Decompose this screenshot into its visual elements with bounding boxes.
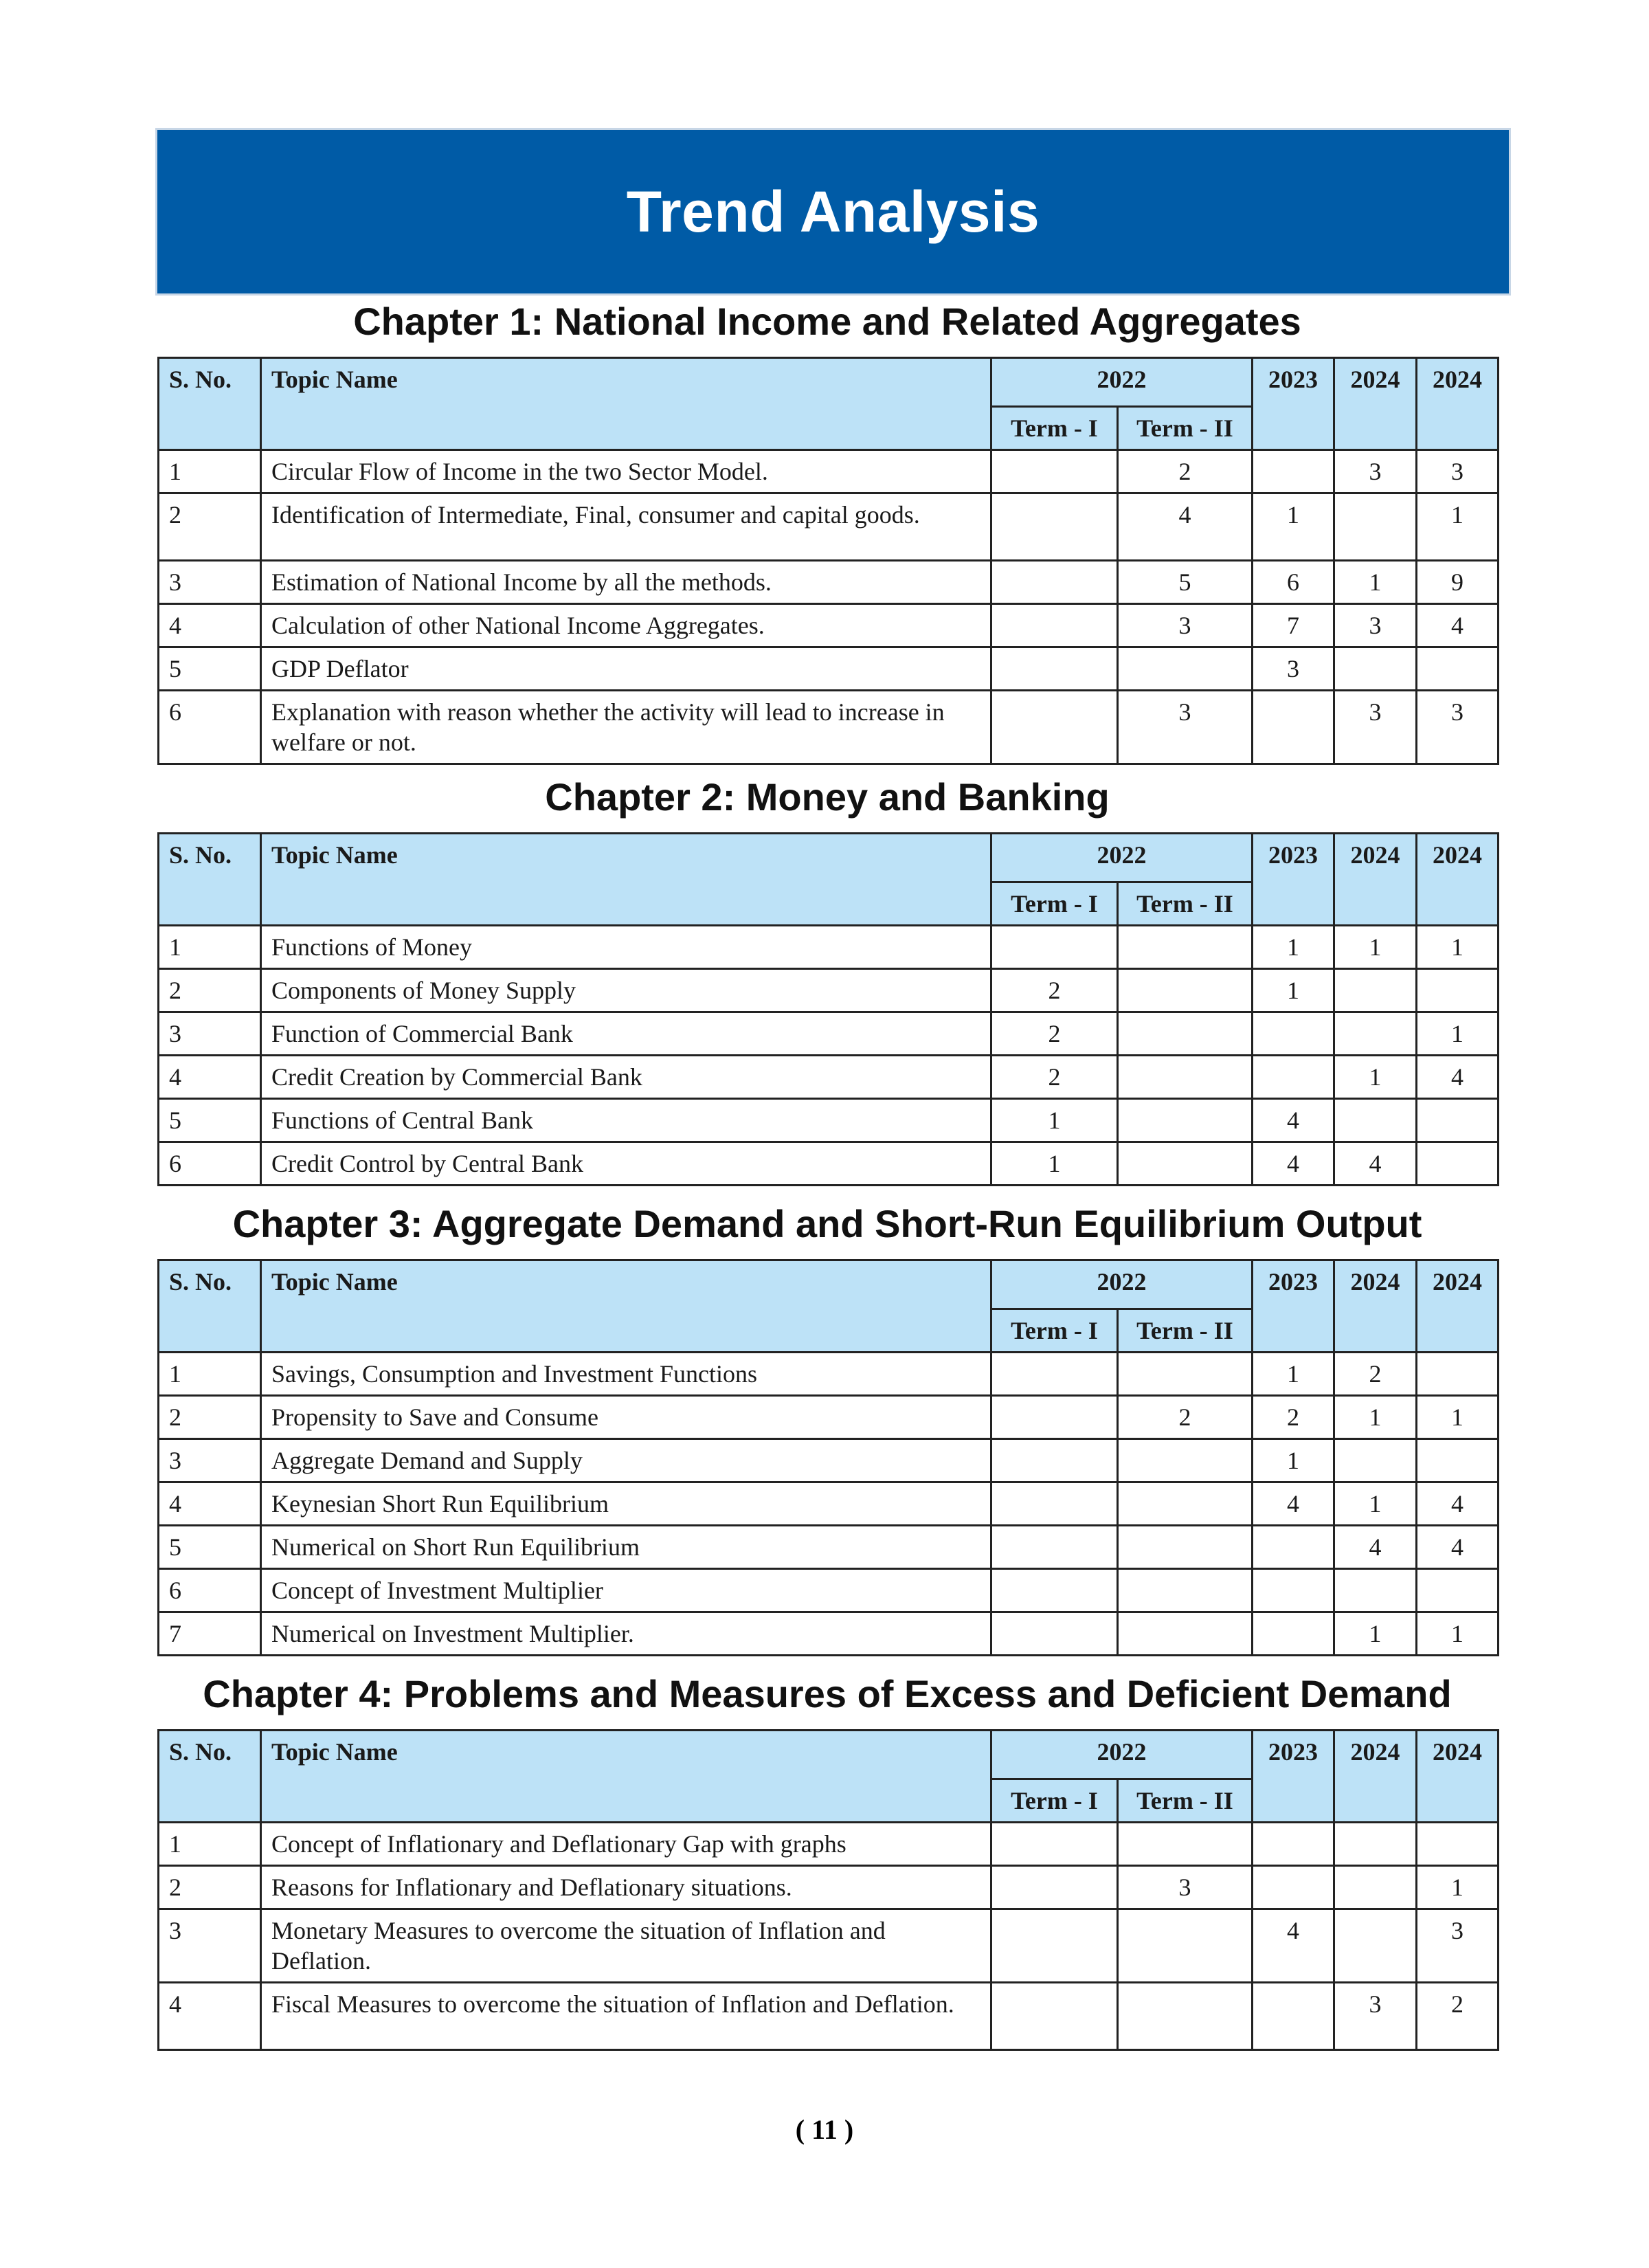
row-number: 4 <box>159 1482 261 1526</box>
header-term-1: Term - I <box>991 882 1118 926</box>
topic-name: Concept of Inflationary and Deflationary Gap with graphs <box>261 1823 991 1866</box>
cell-y2023: 4 <box>1253 1482 1334 1526</box>
cell-y2024b: 9 <box>1417 561 1499 604</box>
header-year-2022: 2022 <box>991 1731 1253 1779</box>
cell-y2023 <box>1253 691 1334 764</box>
row-number: 5 <box>159 1526 261 1569</box>
cell-y2024b: 4 <box>1417 604 1499 647</box>
row-number: 4 <box>159 1983 261 2050</box>
cell-y2024a <box>1334 1439 1417 1482</box>
row-number: 2 <box>159 1866 261 1909</box>
table-row <box>159 1612 1499 1656</box>
cell-term2 <box>1118 969 1253 1012</box>
cell-y2023: 4 <box>1253 1099 1334 1142</box>
cell-y2024b: 1 <box>1417 1396 1499 1439</box>
header-term-2: Term - II <box>1118 882 1253 926</box>
cell-term1 <box>991 691 1118 764</box>
cell-y2023: 1 <box>1253 926 1334 969</box>
cell-y2024b: 1 <box>1417 1612 1499 1656</box>
cell-y2023: 1 <box>1253 493 1334 561</box>
header-term-2: Term - II <box>1118 407 1253 450</box>
cell-term1 <box>991 647 1118 691</box>
cell-term2 <box>1118 1909 1253 1983</box>
chapter-title: Chapter 2: Money and Banking <box>545 775 1110 819</box>
table-row <box>159 647 1499 691</box>
cell-term1 <box>991 1396 1118 1439</box>
topic-name: Credit Creation by Commercial Bank <box>261 1056 991 1099</box>
cell-term1: 2 <box>991 1056 1118 1099</box>
table-row <box>159 1439 1499 1482</box>
cell-term1 <box>991 926 1118 969</box>
row-number: 4 <box>159 1056 261 1099</box>
table-row <box>159 1482 1499 1526</box>
cell-term1 <box>991 1569 1118 1612</box>
header-topic-name: Topic Name <box>261 1260 991 1353</box>
row-number: 2 <box>159 493 261 561</box>
cell-term2 <box>1118 1099 1253 1142</box>
cell-term2: 5 <box>1118 561 1253 604</box>
table-row <box>159 1142 1499 1186</box>
cell-y2024a: 3 <box>1334 450 1417 493</box>
chapter-title: Chapter 4: Problems and Measures of Excess and Deficient Demand <box>203 1672 1452 1715</box>
cell-y2023: 7 <box>1253 604 1334 647</box>
cell-y2023 <box>1253 1012 1334 1056</box>
page-number: ( 11 ) <box>795 2114 854 2145</box>
cell-y2024a <box>1334 1569 1417 1612</box>
header-sno: S. No. <box>159 1260 261 1353</box>
row-number: 3 <box>159 561 261 604</box>
header-year-2024: 2024 <box>1417 1260 1499 1353</box>
cell-y2024b: 3 <box>1417 1909 1499 1983</box>
cell-y2024b: 1 <box>1417 1866 1499 1909</box>
cell-term1 <box>991 1983 1118 2050</box>
cell-y2024a: 1 <box>1334 1612 1417 1656</box>
header-year-2022: 2022 <box>991 1260 1253 1309</box>
topic-name: Circular Flow of Income in the two Sector Model. <box>261 450 991 493</box>
cell-term1 <box>991 604 1118 647</box>
header-sno: S. No. <box>159 1731 261 1823</box>
cell-y2024a: 1 <box>1334 926 1417 969</box>
cell-term1 <box>991 1482 1118 1526</box>
row-number: 6 <box>159 691 261 764</box>
cell-y2024b <box>1417 1353 1499 1396</box>
topic-name: Function of Commercial Bank <box>261 1012 991 1056</box>
cell-term2: 4 <box>1118 493 1253 561</box>
header-year-2022: 2022 <box>991 358 1253 407</box>
header-year-2024: 2024 <box>1417 834 1499 926</box>
cell-term1 <box>991 450 1118 493</box>
cell-term1: 2 <box>991 969 1118 1012</box>
cell-term2 <box>1118 647 1253 691</box>
cell-y2023 <box>1253 1983 1334 2050</box>
topic-name: Savings, Consumption and Investment Functions <box>261 1353 991 1396</box>
topic-name: Functions of Money <box>261 926 991 969</box>
row-number: 3 <box>159 1439 261 1482</box>
row-number: 3 <box>159 1012 261 1056</box>
cell-y2023: 4 <box>1253 1909 1334 1983</box>
cell-term1: 2 <box>991 1012 1118 1056</box>
table-row <box>159 1099 1499 1142</box>
cell-y2023 <box>1253 1056 1334 1099</box>
page-title: Trend Analysis <box>626 179 1040 244</box>
cell-term2 <box>1118 1012 1253 1056</box>
header-year-2024: 2024 <box>1334 1260 1417 1353</box>
cell-y2024a: 3 <box>1334 1983 1417 2050</box>
topic-name: Reasons for Inflationary and Deflationary situations. <box>261 1866 991 1909</box>
cell-y2023: 1 <box>1253 969 1334 1012</box>
cell-y2024b: 1 <box>1417 1012 1499 1056</box>
cell-term1 <box>991 1823 1118 1866</box>
cell-y2024b: 3 <box>1417 691 1499 764</box>
cell-y2024a: 1 <box>1334 1396 1417 1439</box>
row-number: 1 <box>159 1823 261 1866</box>
table-row <box>159 691 1499 764</box>
row-number: 5 <box>159 1099 261 1142</box>
cell-y2024b: 4 <box>1417 1056 1499 1099</box>
cell-y2023 <box>1253 450 1334 493</box>
row-number: 2 <box>159 1396 261 1439</box>
cell-y2024a <box>1334 1823 1417 1866</box>
cell-y2024b: 4 <box>1417 1526 1499 1569</box>
header-topic-name: Topic Name <box>261 1731 991 1823</box>
cell-term1: 1 <box>991 1142 1118 1186</box>
cell-y2024a <box>1334 1099 1417 1142</box>
header-year-2024: 2024 <box>1334 1731 1417 1823</box>
topic-name: Fiscal Measures to overcome the situation of Inflation and Deflation. <box>261 1983 991 2050</box>
chapter-title: Chapter 3: Aggregate Demand and Short-Run Equilibrium Output <box>232 1202 1422 1245</box>
topic-name: Components of Money Supply <box>261 969 991 1012</box>
header-term-1: Term - I <box>991 1309 1118 1353</box>
topic-name: Numerical on Investment Multiplier. <box>261 1612 991 1656</box>
row-number: 4 <box>159 604 261 647</box>
topic-name: GDP Deflator <box>261 647 991 691</box>
row-number: 1 <box>159 450 261 493</box>
topic-name: Keynesian Short Run Equilibrium <box>261 1482 991 1526</box>
header-term-2: Term - II <box>1118 1779 1253 1823</box>
cell-term2 <box>1118 1482 1253 1526</box>
trend-table <box>157 1259 1499 1656</box>
cell-y2023 <box>1253 1866 1334 1909</box>
table-row <box>159 1983 1499 2050</box>
cell-y2024b <box>1417 1823 1499 1866</box>
cell-term1 <box>991 1526 1118 1569</box>
cell-y2024a <box>1334 647 1417 691</box>
cell-y2024a: 1 <box>1334 1482 1417 1526</box>
header-year-2024: 2024 <box>1417 1731 1499 1823</box>
cell-y2023: 4 <box>1253 1142 1334 1186</box>
row-number: 1 <box>159 926 261 969</box>
row-number: 7 <box>159 1612 261 1656</box>
row-number: 1 <box>159 1353 261 1396</box>
table-row <box>159 604 1499 647</box>
topic-name: Explanation with reason whether the activity will lead to increase in welfare or not. <box>261 691 991 764</box>
cell-term1 <box>991 1612 1118 1656</box>
table-row <box>159 450 1499 493</box>
header-sno: S. No. <box>159 834 261 926</box>
table-row <box>159 1866 1499 1909</box>
header-term-1: Term - I <box>991 407 1118 450</box>
row-number: 6 <box>159 1569 261 1612</box>
header-year-2024: 2024 <box>1334 834 1417 926</box>
topic-name: Monetary Measures to overcome the situation of Inflation and Deflation. <box>261 1909 991 1983</box>
table-row <box>159 969 1499 1012</box>
header-sno: S. No. <box>159 358 261 450</box>
topic-name: Identification of Intermediate, Final, consumer and capital goods. <box>261 493 991 561</box>
header-year-2023: 2023 <box>1253 1260 1334 1353</box>
table-row <box>159 1056 1499 1099</box>
cell-term1 <box>991 1866 1118 1909</box>
header-term-2: Term - II <box>1118 1309 1253 1353</box>
topic-name: Propensity to Save and Consume <box>261 1396 991 1439</box>
table-row <box>159 561 1499 604</box>
header-year-2024: 2024 <box>1417 358 1499 450</box>
topic-name: Numerical on Short Run Equilibrium <box>261 1526 991 1569</box>
header-year-2023: 2023 <box>1253 1731 1334 1823</box>
cell-y2024a <box>1334 1866 1417 1909</box>
table-row <box>159 493 1499 561</box>
cell-term2 <box>1118 1983 1253 2050</box>
cell-y2024b: 2 <box>1417 1983 1499 2050</box>
cell-y2024b <box>1417 647 1499 691</box>
table-row <box>159 926 1499 969</box>
cell-y2024b: 1 <box>1417 926 1499 969</box>
header-year-2023: 2023 <box>1253 358 1334 450</box>
cell-y2023 <box>1253 1569 1334 1612</box>
cell-term2: 3 <box>1118 604 1253 647</box>
cell-y2024a: 4 <box>1334 1142 1417 1186</box>
cell-y2024b <box>1417 1569 1499 1612</box>
cell-y2023: 6 <box>1253 561 1334 604</box>
cell-term2 <box>1118 1142 1253 1186</box>
topic-name: Aggregate Demand and Supply <box>261 1439 991 1482</box>
topic-name: Calculation of other National Income Aggregates. <box>261 604 991 647</box>
table-row <box>159 1396 1499 1439</box>
cell-term2 <box>1118 1056 1253 1099</box>
header-term-1: Term - I <box>991 1779 1118 1823</box>
cell-y2024a <box>1334 493 1417 561</box>
header-year-2024: 2024 <box>1334 358 1417 450</box>
cell-term1 <box>991 1439 1118 1482</box>
cell-y2024a <box>1334 1909 1417 1983</box>
cell-y2023: 1 <box>1253 1353 1334 1396</box>
page-banner <box>157 130 1509 293</box>
topic-name: Credit Control by Central Bank <box>261 1142 991 1186</box>
cell-y2024a: 3 <box>1334 691 1417 764</box>
cell-term1 <box>991 493 1118 561</box>
topic-name: Functions of Central Bank <box>261 1099 991 1142</box>
chapter-title: Chapter 1: National Income and Related Aggregates <box>353 300 1301 343</box>
cell-y2024a: 4 <box>1334 1526 1417 1569</box>
header-topic-name: Topic Name <box>261 834 991 926</box>
cell-term2 <box>1118 1439 1253 1482</box>
cell-y2024b: 1 <box>1417 493 1499 561</box>
cell-term2 <box>1118 1526 1253 1569</box>
header-year-2023: 2023 <box>1253 834 1334 926</box>
cell-term1 <box>991 1909 1118 1983</box>
cell-term2: 2 <box>1118 1396 1253 1439</box>
cell-y2023: 3 <box>1253 647 1334 691</box>
table-row <box>159 1526 1499 1569</box>
cell-y2024a: 1 <box>1334 1056 1417 1099</box>
cell-y2024b <box>1417 969 1499 1012</box>
cell-y2023 <box>1253 1526 1334 1569</box>
row-number: 3 <box>159 1909 261 1983</box>
trend-table <box>157 357 1499 765</box>
cell-term1 <box>991 1353 1118 1396</box>
cell-term2 <box>1118 1612 1253 1656</box>
cell-term1 <box>991 561 1118 604</box>
row-number: 6 <box>159 1142 261 1186</box>
table-row <box>159 1569 1499 1612</box>
cell-y2024a <box>1334 1012 1417 1056</box>
cell-y2023: 2 <box>1253 1396 1334 1439</box>
cell-term2 <box>1118 1353 1253 1396</box>
cell-term2 <box>1118 926 1253 969</box>
cell-y2024b: 3 <box>1417 450 1499 493</box>
cell-y2024a: 3 <box>1334 604 1417 647</box>
trend-table <box>157 1729 1499 2051</box>
header-topic-name: Topic Name <box>261 358 991 450</box>
cell-term2 <box>1118 1569 1253 1612</box>
table-row <box>159 1012 1499 1056</box>
cell-y2024b: 4 <box>1417 1482 1499 1526</box>
table-row <box>159 1353 1499 1396</box>
header-year-2022: 2022 <box>991 834 1253 882</box>
cell-y2024b <box>1417 1142 1499 1186</box>
cell-y2023 <box>1253 1612 1334 1656</box>
cell-term1: 1 <box>991 1099 1118 1142</box>
cell-term2: 3 <box>1118 691 1253 764</box>
cell-y2024b <box>1417 1099 1499 1142</box>
cell-term2: 2 <box>1118 450 1253 493</box>
cell-y2024a: 2 <box>1334 1353 1417 1396</box>
topic-name: Estimation of National Income by all the methods. <box>261 561 991 604</box>
table-row <box>159 1823 1499 1866</box>
cell-y2024a: 1 <box>1334 561 1417 604</box>
row-number: 2 <box>159 969 261 1012</box>
cell-y2023 <box>1253 1823 1334 1866</box>
cell-term2: 3 <box>1118 1866 1253 1909</box>
cell-y2023: 1 <box>1253 1439 1334 1482</box>
cell-y2024a <box>1334 969 1417 1012</box>
cell-y2024b <box>1417 1439 1499 1482</box>
table-row <box>159 1909 1499 1983</box>
topic-name: Concept of Investment Multiplier <box>261 1569 991 1612</box>
trend-table <box>157 832 1499 1186</box>
row-number: 5 <box>159 647 261 691</box>
cell-term2 <box>1118 1823 1253 1866</box>
